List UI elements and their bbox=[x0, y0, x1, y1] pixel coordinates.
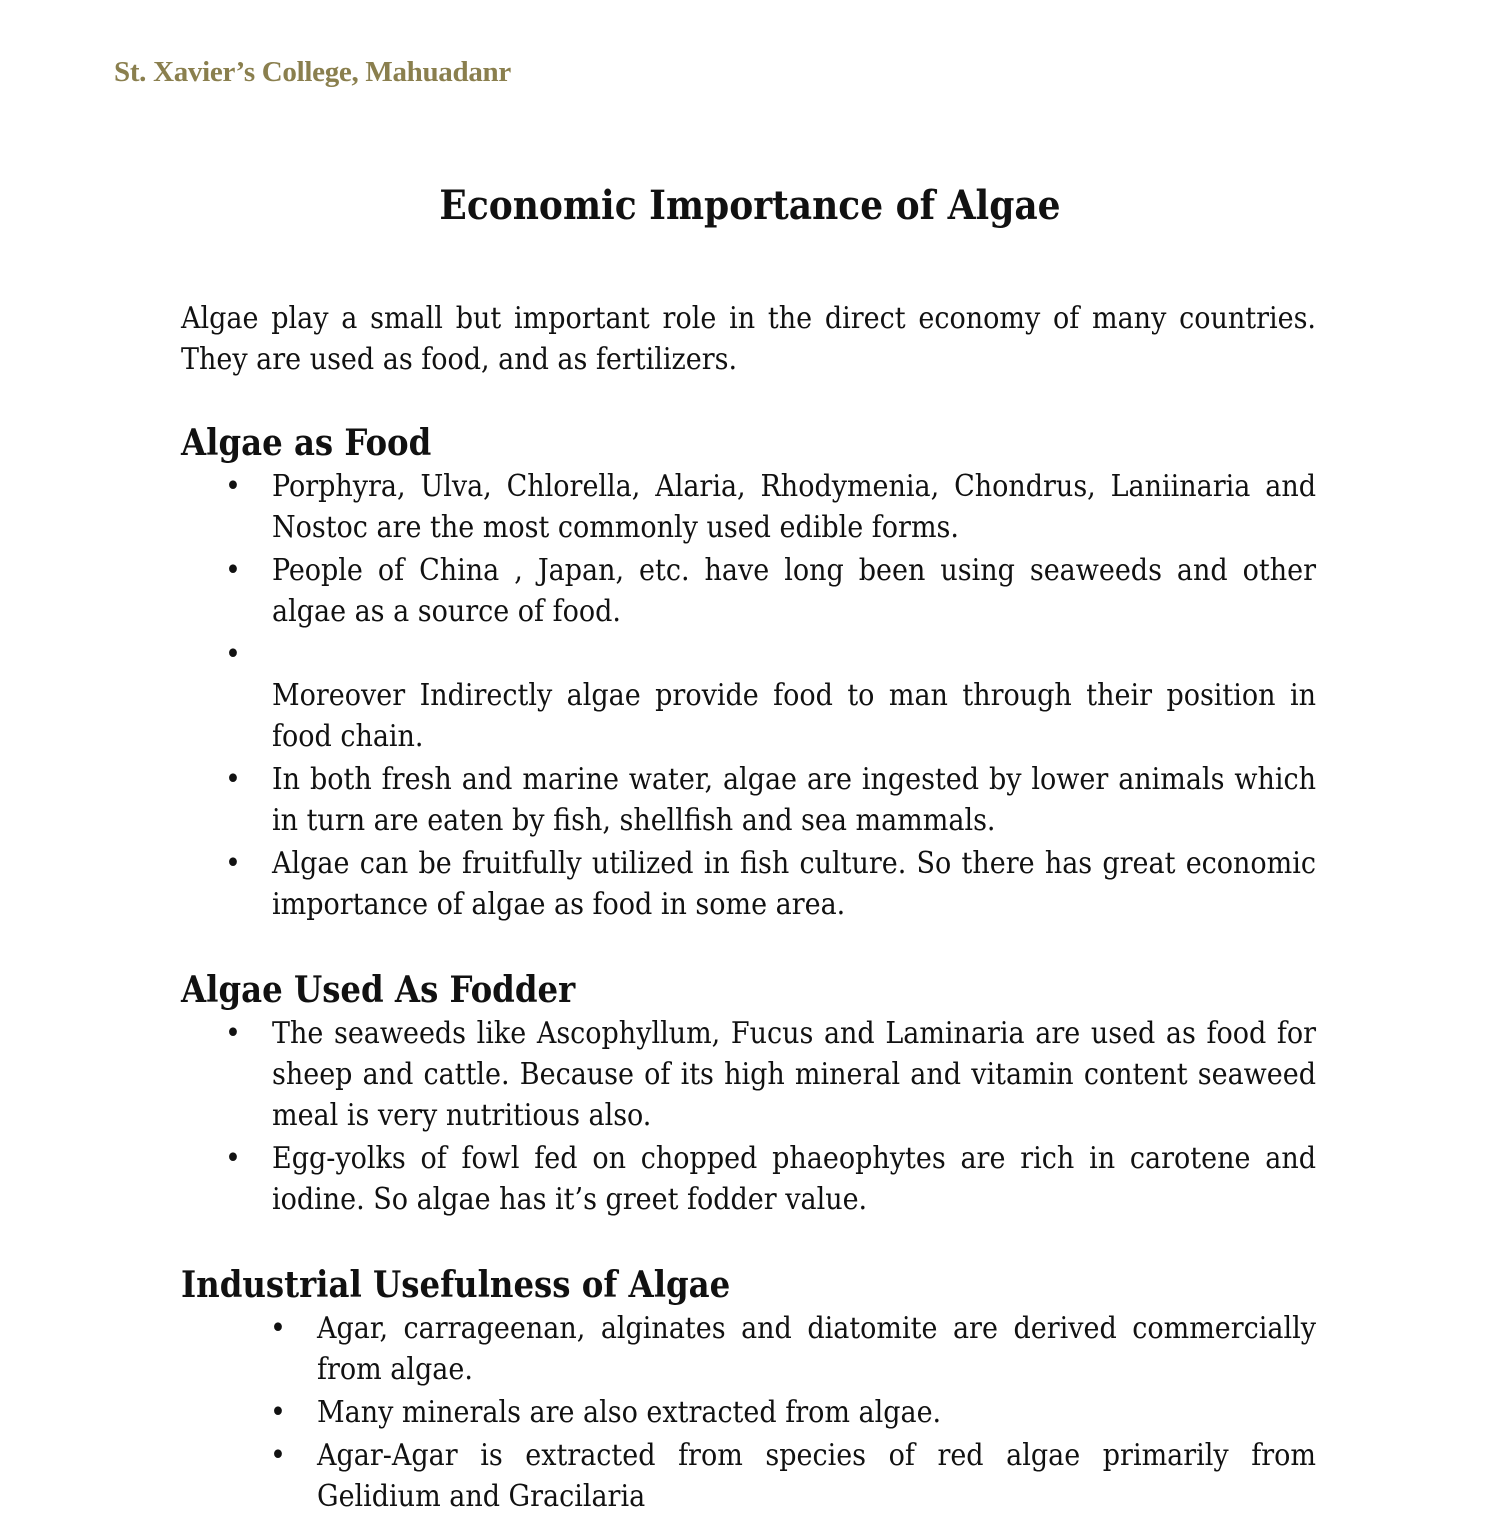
list-item: • People of China , Japan, etc. have long been using seaweeds and other algae as a source of food. bbox=[181, 550, 1316, 632]
industrial-list bbox=[181, 1308, 1316, 1517]
intro-paragraph: Algae play a small but important role in the direct economy of many countries. They are used as food, and as fertilizers. bbox=[181, 301, 1316, 377]
list-item: • Agar-Agar is extracted from species of red algae primarily from Gelidium and Gracilaria bbox=[181, 1435, 1316, 1517]
section-heading-fodder: Algae Used As Fodder bbox=[181, 969, 576, 1011]
list-item: • In both fresh and marine water, algae are ingested by lower animals which in turn are eaten by fish, shellfish and sea mammals. bbox=[181, 759, 1316, 841]
list-item: • Egg-yolks of fowl fed on chopped phaeophytes are rich in carotene and iodine. So algae has it’s greet fodder value. bbox=[181, 1138, 1316, 1220]
section-heading-industrial: Industrial Usefulness of Algae bbox=[181, 1264, 731, 1306]
college-header: St. Xavier’s College, Mahuadanr bbox=[114, 56, 511, 88]
list-item: • Many minerals are also extracted from algae. bbox=[181, 1392, 1316, 1433]
list-item: • Agar, carrageenan, alginates and diatomite are derived commercially from algae. bbox=[181, 1308, 1316, 1390]
list-item: • Porphyra, Ulva, Chlorella, Alaria, Rhodymenia, Chondrus, Laniinaria and Nostoc are the most commonly used edible forms. bbox=[181, 466, 1316, 548]
fodder-list bbox=[181, 1013, 1316, 1220]
list-item: • The seaweeds like Ascophyllum, Fucus and Laminaria are used as food for sheep and cattle. Because of its high mineral and vitamin content seaweed meal is very nutritious also. bbox=[181, 1013, 1316, 1136]
list-item-text: Moreover Indirectly algae provide food to man through their position in food chain. bbox=[272, 678, 1316, 754]
list-item: • Algae can be fruitfully utilized in fish culture. So there has great economic importance of algae as food in some area. bbox=[181, 843, 1316, 925]
document-body bbox=[181, 298, 1316, 1519]
list-item bbox=[181, 634, 1316, 757]
section-heading-food: Algae as Food bbox=[181, 422, 432, 464]
page-title: Economic Importance of Algae bbox=[439, 182, 1061, 229]
food-list bbox=[181, 466, 1316, 925]
